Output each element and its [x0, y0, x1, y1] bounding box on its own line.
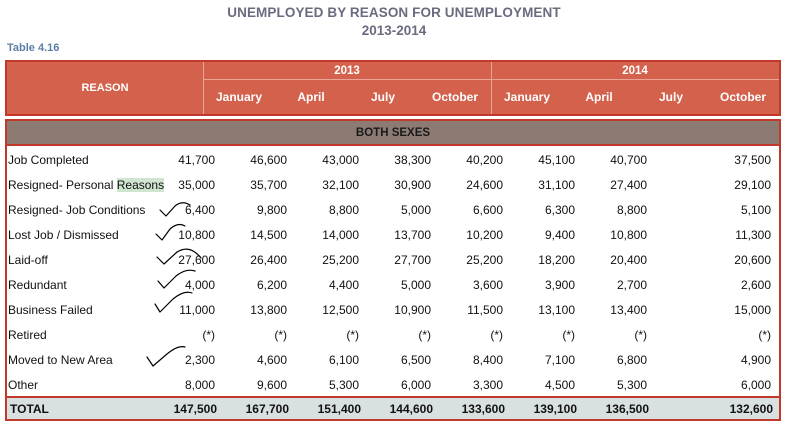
table-row	[0, 148, 788, 173]
table-cell: 35,700	[250, 178, 287, 192]
table-row	[0, 198, 788, 223]
reason-column-header: REASON	[81, 82, 129, 94]
table-row	[0, 173, 788, 198]
table-cell: 6,500	[400, 353, 431, 367]
table-cell: (*)	[562, 328, 575, 342]
table-cell: 37,500	[734, 153, 771, 167]
table-cell: 6,200	[256, 278, 287, 292]
table-cell: 10,800	[610, 228, 647, 242]
row-label: Resigned- Job Conditions	[8, 203, 146, 217]
table-cell: 5,000	[400, 203, 431, 217]
table-cell: 8,800	[328, 203, 359, 217]
report-title: UNEMPLOYED BY REASON FOR UNEMPLOYMENT	[227, 5, 561, 20]
table-cell: 20,600	[734, 253, 771, 267]
table-cell: (*)	[346, 328, 359, 342]
month-header: July	[658, 90, 683, 104]
table-cell: 7,100	[544, 353, 575, 367]
table-cell: 3,900	[544, 278, 575, 292]
table-cell: 29,100	[734, 178, 771, 192]
row-label	[8, 178, 164, 192]
table-cell: 11,300	[735, 228, 771, 242]
table-cell: 32,100	[322, 178, 359, 192]
table-cell: 14,500	[250, 228, 287, 242]
table-cell: (*)	[202, 328, 215, 342]
table-cell: (*)	[418, 328, 431, 342]
table-row	[0, 273, 788, 298]
table-cell: 24,600	[466, 178, 503, 192]
table-cell: 3,600	[472, 278, 503, 292]
table-cell: 2,700	[616, 278, 647, 292]
table-cell: 6,800	[616, 353, 647, 367]
table-cell: 3,300	[472, 378, 503, 392]
month-header: October	[719, 90, 766, 104]
total-cell: 151,400	[317, 402, 361, 416]
table-cell: 27,400	[610, 178, 647, 192]
table-cell: 4,400	[328, 278, 359, 292]
month-header: April	[297, 90, 325, 104]
row-label: Job Completed	[8, 153, 89, 167]
row-label: Redundant	[8, 278, 67, 292]
table-cell: 13,700	[394, 228, 431, 242]
year-header-2014: 2014	[622, 64, 648, 77]
table-cell: 6,300	[544, 203, 575, 217]
table-cell: 45,100	[538, 153, 575, 167]
table-cell: (*)	[634, 328, 647, 342]
table-cell: 4,000	[184, 278, 215, 292]
total-cell: 139,100	[533, 402, 577, 416]
table-label: Table 4.16	[7, 42, 60, 54]
table-cell: 8,400	[472, 353, 503, 367]
table-cell: 41,700	[178, 153, 215, 167]
table-cell: 31,100	[538, 178, 575, 192]
table-cell: 2,600	[740, 278, 771, 292]
table-row	[0, 323, 788, 348]
table-row	[0, 223, 788, 248]
total-cell: 167,700	[245, 402, 289, 416]
table-cell: 5,300	[328, 378, 359, 392]
table-cell: 27,700	[394, 253, 431, 267]
month-header: January	[215, 90, 263, 104]
report-period: 2013-2014	[361, 23, 427, 38]
table-cell: 38,300	[394, 153, 431, 167]
table-cell: 10,200	[466, 228, 503, 242]
table-row	[0, 373, 788, 398]
table-cell: 6,400	[184, 203, 215, 217]
table-cell: 13,400	[610, 303, 647, 317]
table-cell: 27,600	[178, 253, 215, 267]
table-cell: 5,300	[616, 378, 647, 392]
row-label: Lost Job / Dismissed	[8, 228, 119, 242]
total-cell: 133,600	[461, 402, 505, 416]
table-cell: 13,800	[250, 303, 287, 317]
row-label: Retired	[8, 328, 47, 342]
table-cell: 4,600	[256, 353, 287, 367]
table-row	[0, 348, 788, 373]
table-cell: (*)	[490, 328, 503, 342]
table-row	[0, 298, 788, 323]
row-label: Moved to New Area	[8, 353, 113, 367]
table-cell: 10,900	[394, 303, 431, 317]
year-header-2013: 2013	[334, 64, 360, 77]
table-cell: 25,200	[322, 253, 359, 267]
row-label-text: Resigned- Personal	[8, 178, 117, 192]
table-cell: 6,000	[400, 378, 431, 392]
table-cell: 25,200	[466, 253, 503, 267]
total-cell: 147,500	[173, 402, 217, 416]
table-cell: 11,500	[467, 303, 503, 317]
total-cell: 144,600	[389, 402, 433, 416]
table-cell: 26,400	[250, 253, 287, 267]
row-label: Laid-off	[8, 253, 48, 267]
table-row	[0, 248, 788, 273]
month-header: October	[431, 90, 478, 104]
table-cell: 18,200	[538, 253, 575, 267]
highlighted-word: Reasons	[116, 178, 165, 192]
table-cell: 12,500	[322, 303, 359, 317]
table-cell: 30,900	[394, 178, 431, 192]
table-cell: 9,600	[256, 378, 287, 392]
total-row	[5, 396, 781, 421]
table-cell: (*)	[274, 328, 287, 342]
table-cell: 35,000	[178, 178, 215, 192]
table-cell: 14,000	[322, 228, 359, 242]
total-cell: 132,600	[729, 402, 773, 416]
table-cell: 11,000	[179, 303, 215, 317]
table-cell: 43,000	[322, 153, 359, 167]
section-band: BOTH SEXES	[5, 119, 781, 146]
row-label: Business Failed	[8, 303, 93, 317]
month-header: January	[503, 90, 551, 104]
total-label: TOTAL	[10, 402, 49, 416]
table-cell: 20,400	[610, 253, 647, 267]
table-cell: 10,800	[178, 228, 215, 242]
month-header: July	[370, 90, 395, 104]
table-cell: (*)	[758, 328, 771, 342]
table-header	[5, 60, 781, 116]
table-cell: 9,800	[256, 203, 287, 217]
table-cell: 40,200	[466, 153, 503, 167]
table-cell: 8,000	[184, 378, 215, 392]
month-header: April	[585, 90, 613, 104]
table-cell: 4,900	[740, 353, 771, 367]
table-cell: 5,000	[400, 278, 431, 292]
table-cell: 5,100	[740, 203, 771, 217]
table-cell: 2,300	[184, 353, 215, 367]
row-label: Other	[8, 378, 39, 392]
table-cell: 46,600	[250, 153, 287, 167]
table-cell: 6,100	[328, 353, 359, 367]
table-cell: 4,500	[544, 378, 575, 392]
table-cell: 40,700	[610, 153, 647, 167]
table-cell: 8,800	[616, 203, 647, 217]
table-cell: 6,000	[740, 378, 771, 392]
table-cell: 9,400	[544, 228, 575, 242]
table-cell: 6,600	[472, 203, 503, 217]
total-cell: 136,500	[605, 402, 649, 416]
table-cell: 13,100	[538, 303, 575, 317]
table-cell: 15,000	[734, 303, 771, 317]
